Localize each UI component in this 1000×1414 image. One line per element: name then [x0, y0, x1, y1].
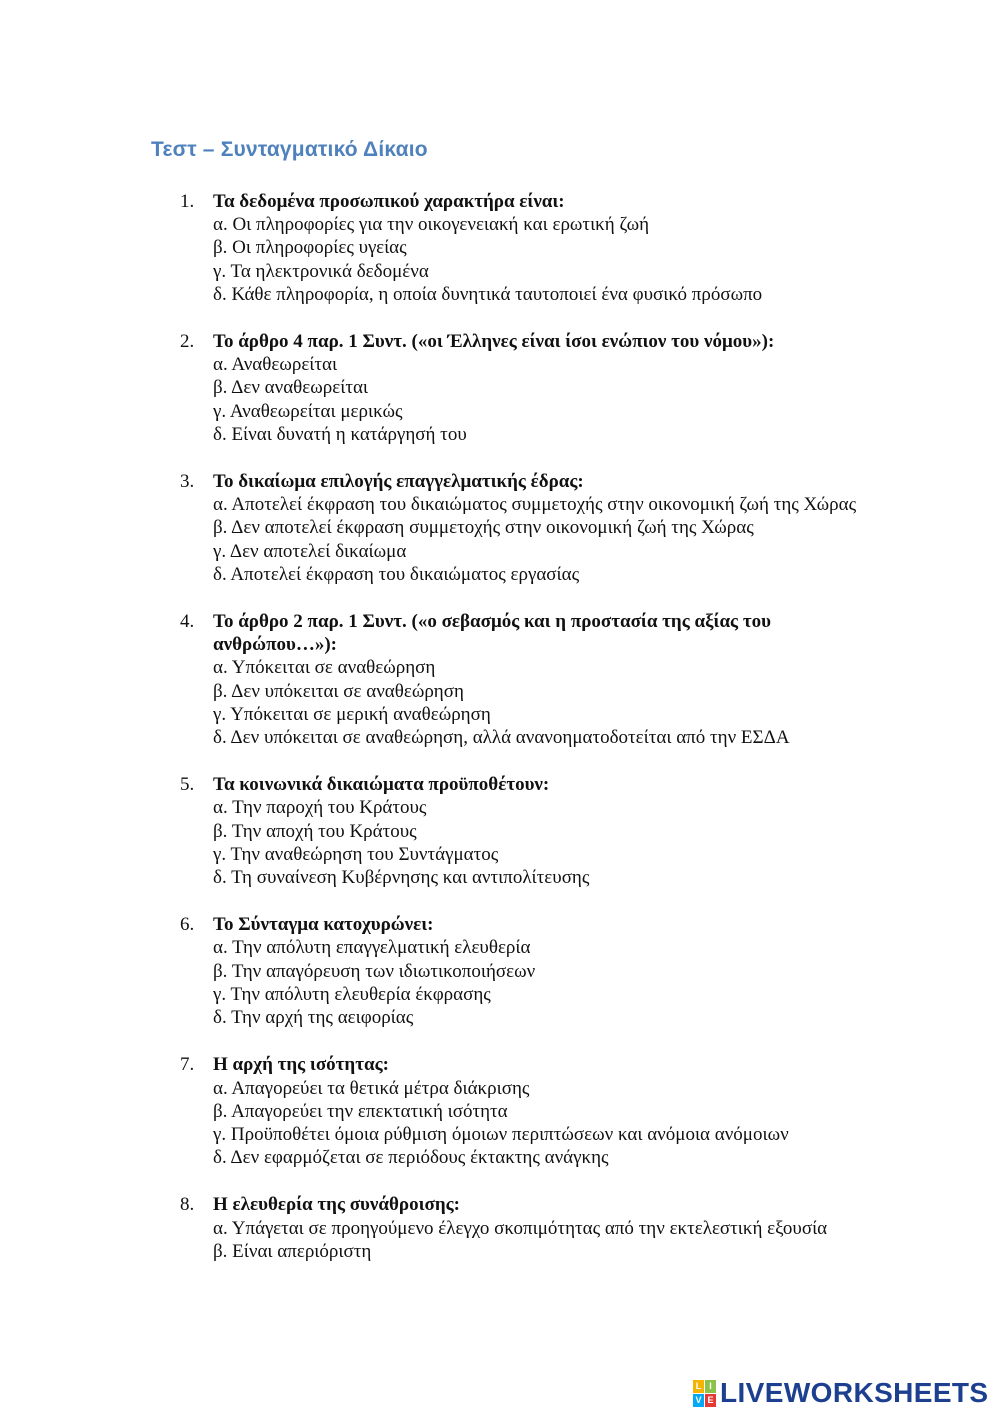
- answer-option: δ. Δεν υπόκειται σε αναθεώρηση, αλλά ανανοηματοδοτείται από την ΕΣΔΑ: [213, 727, 790, 749]
- answer-option: α. Υπάγεται σε προηγούμενο έλεγχο σκοπιμότητας από την εκτελεστική εξουσία: [213, 1217, 828, 1239]
- question-5: [180, 773, 860, 889]
- question-text: Τα κοινωνικά δικαιώματα προϋποθέτουν:: [213, 774, 550, 796]
- question-number: 7.: [180, 1054, 195, 1076]
- question-2: [180, 330, 860, 446]
- answer-options: [213, 656, 860, 749]
- question-text: Η αρχή της ισότητας:: [213, 1054, 389, 1076]
- answer-option: β. Είναι απεριόριστη: [213, 1240, 372, 1262]
- question-text: Το άρθρο 4 παρ. 1 Συντ. («οι Έλληνες είναι ίσοι ενώπιον του νόμου»):: [213, 331, 775, 353]
- answer-option: α. Οι πληροφορίες για την οικογενειακή και ερωτική ζωή: [213, 214, 650, 236]
- question-text: Το Σύνταγμα κατοχυρώνει:: [213, 914, 434, 936]
- question-number: 2.: [180, 331, 195, 353]
- question-7: [180, 1053, 860, 1169]
- question-1: [180, 190, 860, 306]
- answer-options: [213, 1217, 860, 1263]
- answer-option: δ. Τη συναίνεση Κυβέρνησης και αντιπολίτευσης: [213, 867, 590, 889]
- answer-option: α. Υπόκειται σε αναθεώρηση: [213, 657, 436, 679]
- answer-option: δ. Είναι δυνατή η κατάργησή του: [213, 423, 467, 445]
- question-6: [180, 913, 860, 1029]
- question-number: 5.: [180, 774, 195, 796]
- answer-option: α. Αναθεωρείται: [213, 354, 338, 376]
- answer-option: β. Την απαγόρευση των ιδιωτικοποιήσεων: [213, 960, 536, 982]
- logo-icon-square: I: [705, 1380, 716, 1393]
- answer-option: β. Απαγορεύει την επεκτατική ισότητα: [213, 1100, 508, 1122]
- answer-options: [213, 493, 860, 586]
- logo-text: LIVEWORKSHEETS: [720, 1377, 989, 1408]
- answer-option: γ. Αναθεωρείται μερικώς: [213, 400, 403, 422]
- question-number: 4.: [180, 611, 195, 633]
- answer-option: γ. Δεν αποτελεί δικαίωμα: [213, 540, 407, 562]
- answer-option: γ. Προϋποθέτει όμοια ρύθμιση όμοιων περιπτώσεων και ανόμοια ανόμοιων: [213, 1123, 789, 1145]
- page-title: Τεστ – Συνταγματικό Δίκαιο: [151, 138, 428, 161]
- answer-option: γ. Τα ηλεκτρονικά δεδομένα: [213, 260, 429, 282]
- answer-options: [213, 796, 860, 889]
- question-8: [180, 1193, 860, 1263]
- answer-options: [213, 353, 860, 446]
- question-text: Το άρθρο 2 παρ. 1 Συντ. («ο σεβασμός και η προστασία της αξίας του ανθρώπου…»):: [213, 611, 771, 656]
- answer-option: δ. Την αρχή της αειφορίας: [213, 1007, 414, 1029]
- logo-icon-square: L: [693, 1380, 704, 1393]
- answer-option: γ. Την αναθεώρηση του Συντάγματος: [213, 843, 499, 865]
- answer-option: β. Δεν υπόκειται σε αναθεώρηση: [213, 680, 464, 702]
- answer-option: α. Απαγορεύει τα θετικά μέτρα διάκρισης: [213, 1077, 530, 1099]
- logo-icon-square: E: [705, 1394, 716, 1407]
- answer-options: [213, 936, 860, 1029]
- answer-option: β. Την αποχή του Κράτους: [213, 820, 417, 842]
- answer-option: α. Την απόλυτη επαγγελματική ελευθερία: [213, 937, 531, 959]
- question-text: Η ελευθερία της συνάθροισης:: [213, 1194, 460, 1216]
- answer-option: α. Την παροχή του Κράτους: [213, 797, 427, 819]
- answer-option: δ. Αποτελεί έκφραση του δικαιώματος εργασίας: [213, 563, 580, 585]
- question-number: 6.: [180, 914, 195, 936]
- answer-option: δ. Κάθε πληροφορία, η οποία δυνητικά ταυτοποιεί ένα φυσικό πρόσωπο: [213, 283, 763, 305]
- question-number: 1.: [180, 191, 195, 212]
- liveworksheets-logo: [693, 1377, 989, 1409]
- answer-options: [213, 1077, 860, 1170]
- answer-option: β. Οι πληροφορίες υγείας: [213, 237, 407, 259]
- answer-option: β. Δεν αναθεωρείται: [213, 377, 369, 399]
- question-number: 8.: [180, 1194, 195, 1216]
- answer-options: [213, 213, 860, 306]
- question-text: Τα δεδομένα προσωπικού χαρακτήρα είναι:: [213, 191, 565, 212]
- questions-list: [180, 190, 860, 1287]
- question-number: 3.: [180, 471, 195, 493]
- answer-option: α. Αποτελεί έκφραση του δικαιώματος συμμετοχής στην οικονομική ζωή της Χώρας: [213, 494, 857, 516]
- answer-option: β. Δεν αποτελεί έκφραση συμμετοχής στην οικονομική ζωή της Χώρας: [213, 517, 754, 539]
- question-3: [180, 470, 860, 586]
- answer-option: δ. Δεν εφαρμόζεται σε περιόδους έκτακτης ανάγκης: [213, 1147, 609, 1169]
- answer-option: γ. Υπόκειται σε μερική αναθεώρηση: [213, 703, 491, 725]
- logo-icon-square: V: [693, 1394, 704, 1407]
- answer-option: γ. Την απόλυτη ελευθερία έκφρασης: [213, 983, 491, 1005]
- question-4: [180, 610, 860, 749]
- question-text: Το δικαίωμα επιλογής επαγγελματικής έδρας:: [213, 471, 584, 493]
- liveworksheets-logo-icon: [693, 1380, 716, 1407]
